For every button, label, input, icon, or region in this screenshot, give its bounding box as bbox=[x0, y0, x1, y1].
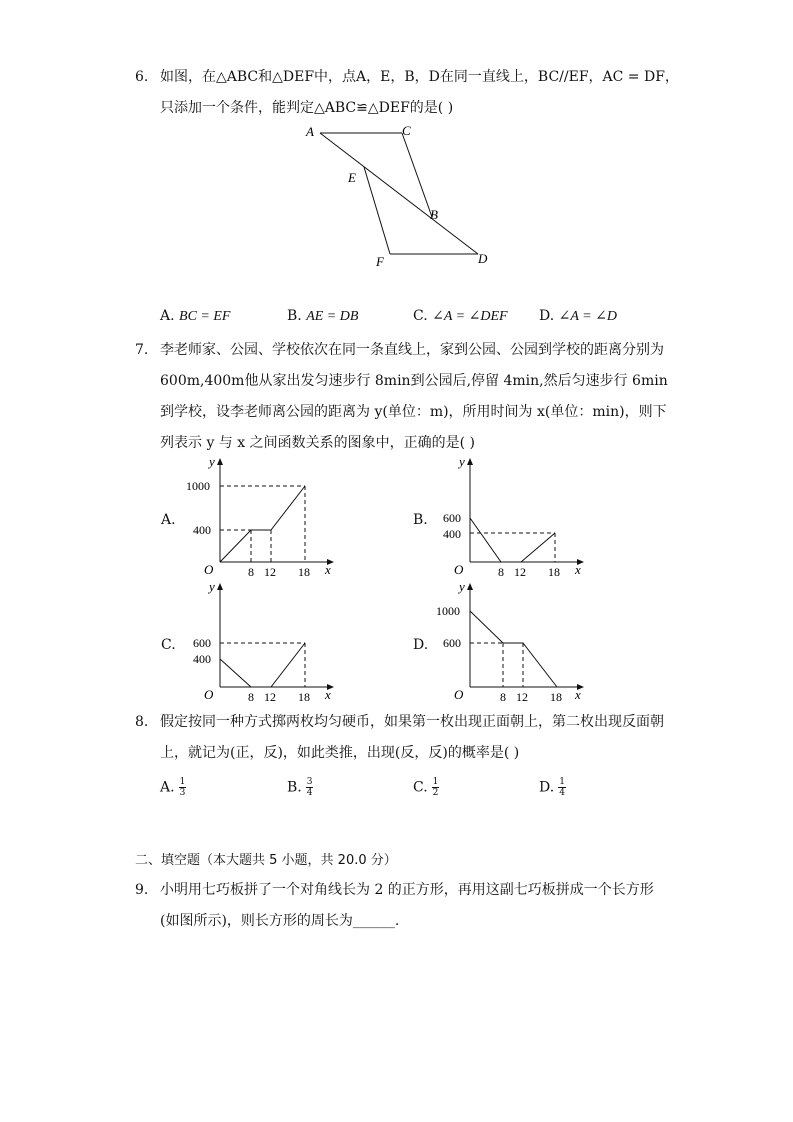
y-label: y bbox=[209, 454, 215, 469]
q7-graph-d[interactable] bbox=[430, 577, 590, 707]
q9-stem-line1: 小明用七巧板拼了一个对角线长为 2 的正方形，再用这副七巧板拼成一个长方形 bbox=[160, 882, 654, 898]
y-tick-600: 600 bbox=[193, 636, 211, 650]
x-tick-18: 18 bbox=[298, 690, 310, 704]
q8-option-a[interactable]: A. $\frac{1}{3}$ bbox=[160, 777, 186, 798]
q8-option-c[interactable]: C. $\frac{1}{2}$ bbox=[413, 777, 439, 798]
q6-option-a[interactable]: A. BC = EF bbox=[160, 308, 231, 324]
label-b: B bbox=[430, 207, 438, 222]
q7-option-c-label[interactable]: C. bbox=[161, 637, 176, 653]
label-e: E bbox=[348, 170, 356, 185]
label-d: D bbox=[478, 251, 488, 266]
section-title-fill-in: 二、填空题（本大题共 5 小题，共 20.0 分） bbox=[135, 853, 397, 868]
label-c: C bbox=[402, 123, 411, 138]
origin-label: O bbox=[454, 687, 464, 702]
q7-stem-line4: 列表示 y 与 x 之间函数关系的图象中，正确的是( ) bbox=[160, 435, 475, 451]
x-label: x bbox=[575, 562, 581, 577]
q8-option-b[interactable]: B. $\frac{3}{4}$ bbox=[287, 777, 313, 798]
segment-ad bbox=[320, 133, 478, 254]
graph-line bbox=[470, 518, 555, 562]
q6-figure bbox=[300, 120, 500, 270]
y-tick-1000: 1000 bbox=[186, 479, 210, 493]
q7-option-a-label[interactable]: A. bbox=[161, 512, 176, 528]
x-tick-18: 18 bbox=[548, 565, 560, 579]
q6-option-c[interactable]: C. ∠A = ∠DEF bbox=[413, 308, 508, 324]
y-tick-600: 600 bbox=[443, 511, 461, 525]
y-tick-600: 600 bbox=[443, 636, 461, 650]
q7-graph-c[interactable] bbox=[180, 577, 340, 707]
x-tick-8: 8 bbox=[498, 565, 504, 579]
q9-number: 9. bbox=[135, 882, 149, 898]
y-arrow bbox=[217, 583, 223, 590]
segment-cb bbox=[402, 133, 432, 217]
q8-option-d[interactable]: D. $\frac{1}{4}$ bbox=[539, 777, 565, 798]
x-tick-8: 8 bbox=[248, 565, 254, 579]
q8-stem-line2: 上，就记为(正，反)，如此类推，出现(反，反)的概率是( ) bbox=[160, 745, 520, 761]
graph-line bbox=[220, 643, 305, 687]
origin-label: O bbox=[454, 562, 464, 577]
q6-stem-line2: 只添加一个条件，能判定△ABC≌△DEF的是( ) bbox=[160, 100, 454, 116]
q7-stem-line1: 李老师家、公园、学校依次在同一条直线上，家到公园、公园到学校的距离分别为 bbox=[160, 342, 664, 358]
y-label: y bbox=[459, 454, 465, 469]
y-arrow bbox=[467, 583, 473, 590]
x-label: x bbox=[325, 687, 331, 702]
y-label: y bbox=[209, 579, 215, 594]
q6-number: 6. bbox=[135, 69, 149, 85]
y-tick-1000: 1000 bbox=[436, 604, 460, 618]
origin-label: O bbox=[204, 562, 214, 577]
q7-option-d-label[interactable]: D. bbox=[413, 637, 429, 653]
y-tick-400: 400 bbox=[193, 523, 211, 537]
q6-option-d[interactable]: D. ∠A = ∠D bbox=[539, 308, 617, 324]
guide-lines bbox=[220, 643, 305, 687]
graph-line bbox=[220, 486, 305, 562]
x-tick-12: 12 bbox=[264, 690, 276, 704]
x-label: x bbox=[575, 687, 581, 702]
q8-stem-line1: 假定按同一种方式掷两枚均匀硬币，如果第一枚出现正面朝上，第二枚出现反面朝 bbox=[160, 714, 664, 730]
x-tick-18: 18 bbox=[550, 690, 562, 704]
q7-stem-line3: 到学校，设李老师离公园的距离为 y(单位：m)，所用时间为 x(单位：min)，则下 bbox=[160, 404, 667, 420]
x-label: x bbox=[325, 562, 331, 577]
x-tick-18: 18 bbox=[298, 565, 310, 579]
q6-option-b[interactable]: B. AE = DB bbox=[287, 308, 359, 324]
x-tick-8: 8 bbox=[500, 690, 506, 704]
label-a: A bbox=[306, 124, 314, 139]
y-arrow bbox=[467, 458, 473, 465]
label-f: F bbox=[376, 254, 384, 269]
x-tick-8: 8 bbox=[248, 690, 254, 704]
q9-stem-line2: (如图所示)，则长方形的周长为______. bbox=[160, 913, 400, 929]
guide-lines bbox=[470, 643, 523, 687]
y-label: y bbox=[459, 579, 465, 594]
segment-ef bbox=[364, 167, 390, 254]
q6-stem-line1: 如图，在△ABC和△DEF中，点A，E，B，D在同一直线上，BC//EF，AC = DF， bbox=[160, 69, 679, 85]
y-tick-400: 400 bbox=[193, 652, 211, 666]
graph-line bbox=[470, 611, 557, 687]
q7-graph-a[interactable] bbox=[180, 452, 340, 582]
y-tick-400: 400 bbox=[443, 527, 461, 541]
guide-lines bbox=[220, 486, 305, 562]
origin-label: O bbox=[204, 687, 214, 702]
q7-stem-line2: 600m,400m他从家出发匀速步行 8min到公园后,停留 4min,然后匀速步行 6min bbox=[160, 373, 668, 389]
q7-option-b-label[interactable]: B. bbox=[413, 512, 428, 528]
x-tick-12: 12 bbox=[264, 565, 276, 579]
q7-number: 7. bbox=[135, 342, 149, 358]
y-arrow bbox=[217, 458, 223, 465]
x-tick-12: 12 bbox=[516, 690, 528, 704]
x-tick-12: 12 bbox=[514, 565, 526, 579]
guide-lines bbox=[470, 533, 555, 562]
q8-number: 8. bbox=[135, 714, 149, 730]
q7-graph-b[interactable] bbox=[430, 452, 590, 582]
